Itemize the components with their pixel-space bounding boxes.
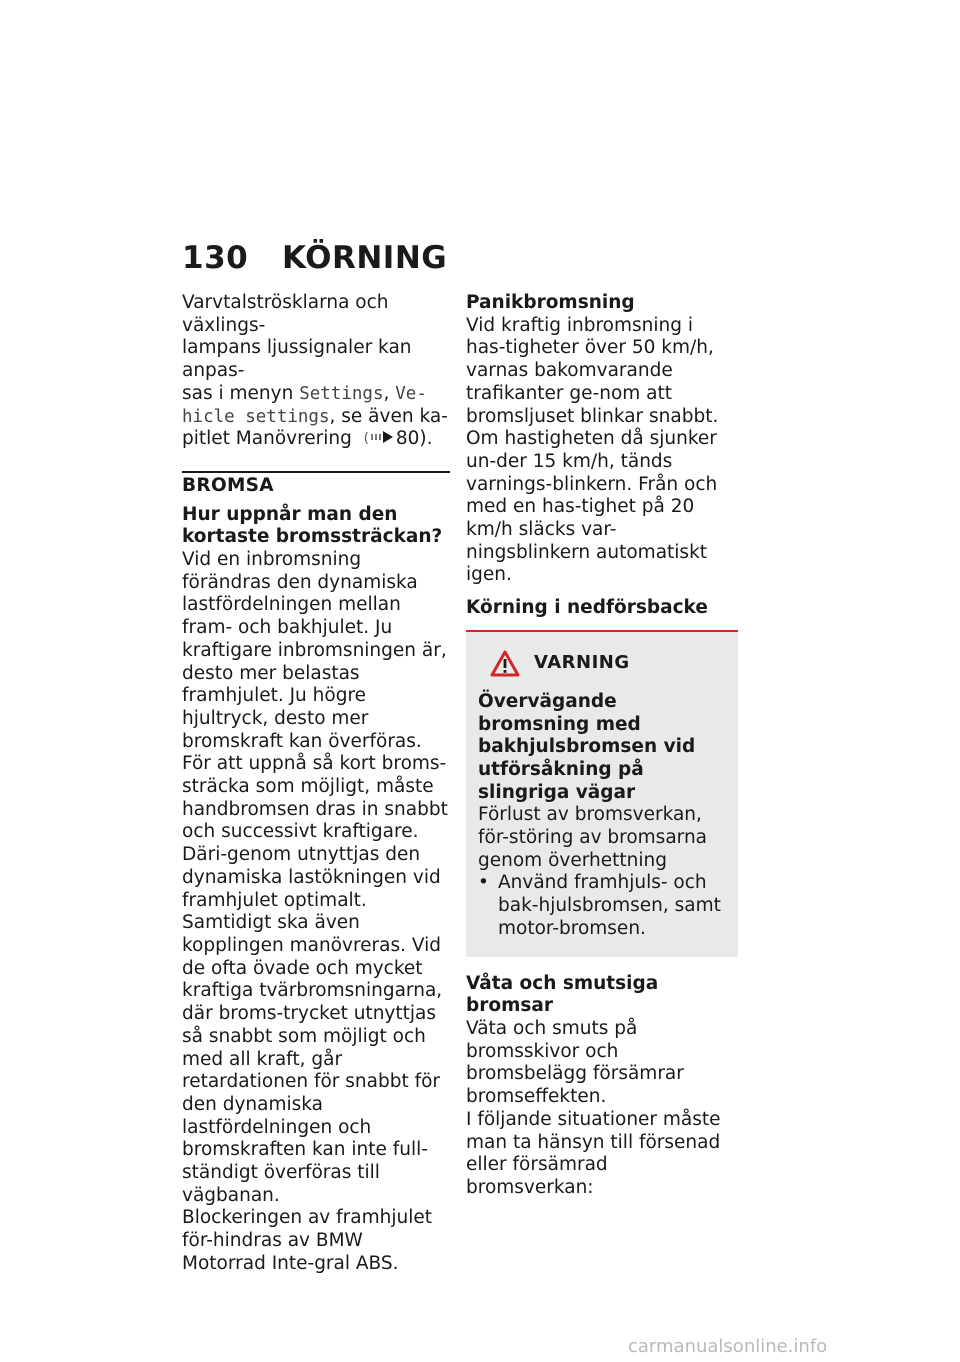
page-header: [182, 240, 447, 276]
warning-header: [490, 650, 726, 677]
reference-arrow-icon: [358, 428, 396, 451]
menu-settings: Settings: [299, 383, 384, 404]
subheading: Körning i nedförsbacke: [466, 597, 708, 619]
menu-vehicle-settings: hicle settings: [182, 406, 330, 427]
warning-label: VARNING: [534, 651, 630, 673]
warning-bullet: [478, 872, 726, 940]
body-paragraph: Om hastigheten då sjunker un-der 15 km/h, tänds varnings-blinkern. Från och med en has-tighet på 20 km/h släcks var-ningsblinkern automatiskt igen.: [466, 428, 718, 586]
chapter-title: KÖRNING: [282, 240, 448, 276]
intro-paragraph: [182, 292, 450, 451]
warning-body: Förlust av bromsverkan, för-störing av bromsarna genom överhettning: [478, 804, 708, 871]
warning-title: Övervägande bromsning med bakhjulsbromsen vid utförsåkning på slingriga vägar: [478, 690, 696, 803]
intro-text: Varvtalströsklarna och växlings-: [182, 292, 389, 336]
warning-triangle-icon: [490, 650, 520, 677]
reference-open: (: [363, 431, 369, 447]
warning-box: [466, 632, 738, 957]
right-column: [466, 292, 738, 1200]
body-paragraph: Väta och smuts på bromsskivor och bromsbelägg försämrar bromseffekten.: [466, 1017, 684, 1108]
bullet-text: Använd framhjuls- och bak-hjulsbromsen, samt motor-bromsen.: [498, 872, 721, 939]
menu-vehicle-settings: Ve-: [395, 383, 427, 404]
body-paragraph: I följande situationer måste man ta hänsyn till försenad eller försämrad bromsverkan:: [466, 1108, 721, 1198]
section-divider: [182, 471, 450, 473]
intro-text: , se även ka-: [329, 405, 448, 427]
body-paragraph: Vid kraftig inbromsning i has-tigheter över 50 km/h, varnas bakomvarande trafikanter ge-nom att bromsljuset blinkar snabbt.: [466, 314, 719, 427]
subheading: Hur uppnår man den kortaste bromssträckan?: [182, 503, 443, 548]
bullet-marker: •: [478, 872, 489, 894]
body-paragraph: Vid en inbromsning förändras den dynamiska lastfördelningen mellan fram- och bakhjulet. Ju kraftigare inbromsningen är, desto mer belastas framhjulet. Ju högre hjultryck, desto mer bromskraft kan överföras.: [182, 549, 447, 752]
reference-page: 80).: [395, 428, 433, 450]
body-paragraph: Blockeringen av framhjulet för-hindras av BMW Motorrad Inte-gral ABS.: [182, 1207, 432, 1274]
left-column: [182, 292, 450, 1276]
body-paragraph: För att uppnå så kort broms-sträcka som möjligt, måste handbromsen dras in snabbt och successivt kraftigare. Däri-genom utnyttjas den dynamiska lastökningen vid framhjulet optimalt. Samtidigt ska även kopplingen manövreras. Vid de ofta övade och mycket kraftiga tvärbromsningarna, där broms-trycket utnyttjas så snabbt som möjligt och med all kraft, går retardationen för snabbt för den dynamiska lastfördelningen och bromskraften kan inte full-ständigt överföras till vägbanan.: [182, 753, 448, 1206]
intro-text: lampans ljussignaler kan anpas-: [182, 337, 412, 382]
subheading: Våta och smutsiga bromsar: [466, 972, 659, 1017]
watermark: carmanualsonline.info: [628, 1336, 828, 1357]
page-number: 130: [182, 240, 249, 276]
intro-text: ,: [383, 382, 396, 404]
subheading: Panikbromsning: [466, 292, 635, 313]
intro-text: sas i menyn: [182, 382, 300, 404]
section-title: BROMSA: [182, 474, 274, 496]
intro-text: pitlet Manövrering: [182, 428, 352, 450]
